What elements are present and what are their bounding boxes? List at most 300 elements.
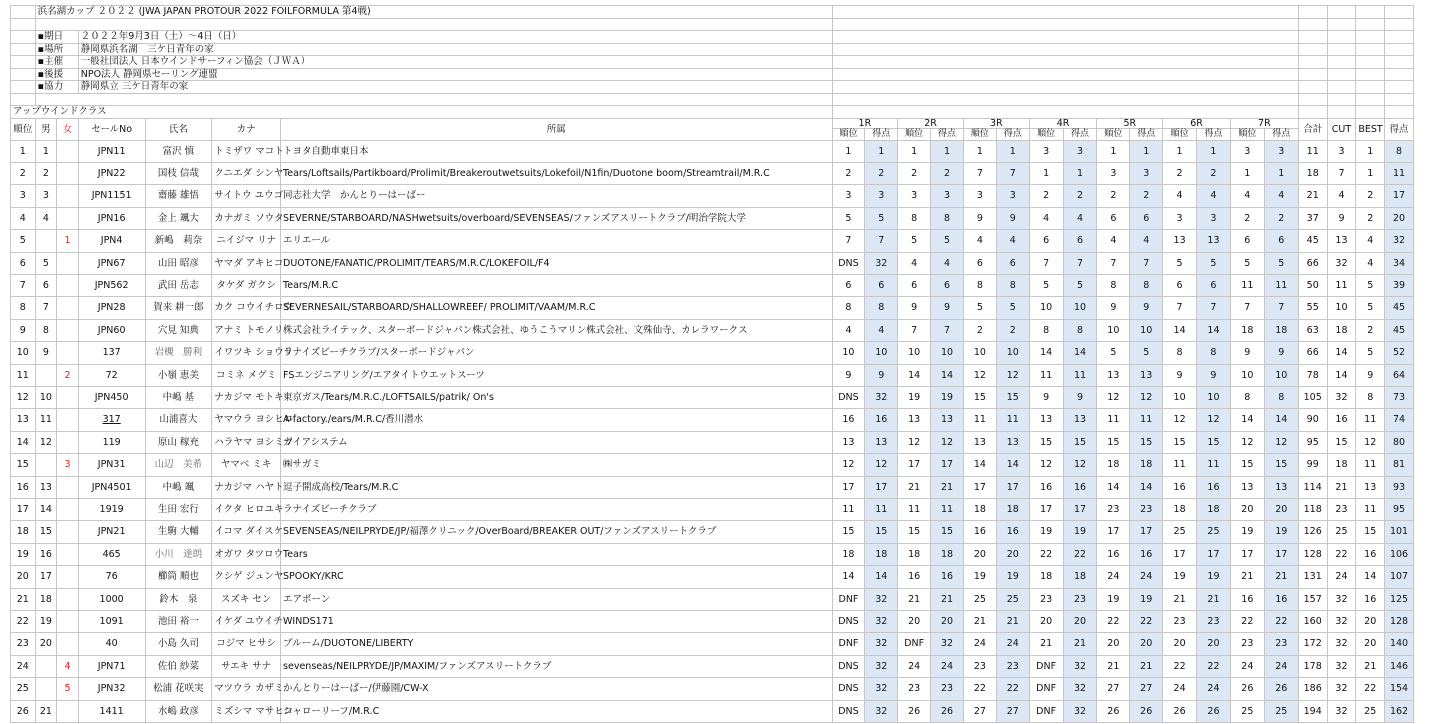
cell-female [57,162,79,184]
cell-race-pts: 11 [1264,274,1298,296]
cell-race-pts: 17 [996,476,1029,498]
cell-race-pts: 20 [1063,611,1097,633]
cell-race-rank: 8 [1029,319,1063,341]
cell-race-rank: 23 [963,655,996,677]
cell-race-rank: DNS [832,678,865,700]
cell-race-rank: 3 [1097,162,1130,184]
cell-total: 21 [1298,185,1327,207]
cell-race-rank: 24 [1097,566,1130,588]
col-race-pts: 得点 [1264,128,1298,140]
cell-male: 16 [35,543,57,565]
cell-race-pts: 14 [1063,342,1097,364]
cell-race-pts: 17 [1063,499,1097,521]
cell-race-pts: 9 [1130,297,1163,319]
cell-male: 1 [35,140,57,162]
cell-rank: 6 [11,252,36,274]
cell-race-pts: 4 [1197,185,1231,207]
cell-name: 山辺 美希 [145,454,212,476]
cell-race-pts: 26 [931,700,964,722]
cell-race-rank: 3 [1230,140,1264,162]
cell-race-pts: 5 [1063,274,1097,296]
cell-race-rank: 23 [1097,499,1130,521]
cell-race-pts: 2 [1197,162,1231,184]
cell-sail: JPN60 [78,319,145,341]
cell-race-rank: 5 [832,207,865,229]
cell-race-rank: DNF [1029,700,1063,722]
cell-best: 9 [1356,364,1385,386]
results-table [10,5,1414,723]
cell-race-pts: 13 [1197,230,1231,252]
cell-race-pts: 27 [996,700,1029,722]
cell-race-rank: 6 [1163,274,1197,296]
cell-kana: ニイジマ リナ [212,230,281,252]
cell-race-rank: 7 [963,162,996,184]
cell-name: 池田 裕一 [145,611,212,633]
cell-race-pts: 13 [931,409,964,431]
cell-race-rank: 2 [898,162,931,184]
cell-name: 賀来 耕一郎 [145,297,212,319]
cell-race-rank: 24 [963,633,996,655]
results-body [11,140,1414,723]
table-row [11,454,1414,476]
table-row [11,566,1414,588]
blank-row [11,18,1414,31]
cell-team: DUOTONE/FANATIC/PROLIMIT/TEARS/M.R.C/LOKEFOIL/F4 [281,252,832,274]
class-row [11,106,1414,119]
cell-points: 39 [1385,274,1414,296]
cell-total: 131 [1298,566,1327,588]
cell-race-rank: 8 [963,274,996,296]
cell-total: 45 [1298,230,1327,252]
cell-sail: 119 [78,431,145,453]
cell-kana: カク コウイチロウ [212,297,281,319]
cell-race-pts: 27 [1130,678,1163,700]
cell-cut: 32 [1327,386,1356,408]
cell-total: 55 [1298,297,1327,319]
cell-race-pts: 6 [1264,230,1298,252]
cell-female [57,319,79,341]
cell-rank: 1 [11,140,36,162]
cell-race-pts: 23 [1130,499,1163,521]
cell-race-rank: 22 [1230,611,1264,633]
cell-race-rank: 18 [1029,566,1063,588]
cell-team: エリエール [281,230,832,252]
cell-team: FSエンジニアリング/エアタイトウエットスーツ [281,364,832,386]
cell-race-rank: 15 [898,521,931,543]
cell-race-rank: 23 [1230,633,1264,655]
cell-kana: トミザワ マコト [212,140,281,162]
results-sheet [10,5,1414,723]
cell-race-pts: 25 [996,588,1029,610]
cell-sail: JPN31 [78,454,145,476]
cell-points: 8 [1385,140,1414,162]
cell-race-pts: 32 [865,700,898,722]
cell-sail: JPN11 [78,140,145,162]
cell-race-pts: 14 [996,454,1029,476]
table-row [11,678,1414,700]
col-female: 女 [57,118,79,140]
cell-race-pts: 26 [1264,678,1298,700]
cell-race-rank: 14 [1097,476,1130,498]
cell-rank: 22 [11,611,36,633]
cell-race-pts: 15 [996,386,1029,408]
title-row [11,6,1414,19]
col-team: 所属 [281,118,832,140]
cell-male: 13 [35,476,57,498]
cell-race-rank: 10 [1097,319,1130,341]
cell-best: 20 [1356,633,1385,655]
cell-race-pts: 6 [931,274,964,296]
cell-race-rank: 10 [898,342,931,364]
table-row [11,297,1414,319]
cell-race-pts: 17 [931,454,964,476]
cell-race-pts: 15 [1063,431,1097,453]
cell-race-pts: 16 [865,409,898,431]
col-race-rank: 順位 [898,128,931,140]
cell-race-rank: 5 [1097,342,1130,364]
cell-race-pts: 24 [1264,655,1298,677]
cell-race-rank: 14 [1230,409,1264,431]
cell-race-rank: 13 [1163,230,1197,252]
info-row [11,56,1414,69]
cell-best: 20 [1356,611,1385,633]
cell-rank: 2 [11,162,36,184]
cell-race-pts: 3 [865,185,898,207]
cell-race-pts: 32 [865,386,898,408]
cell-race-pts: 18 [931,543,964,565]
cell-female [57,207,79,229]
cell-race-rank: 17 [1163,543,1197,565]
cell-race-rank: 4 [1230,185,1264,207]
cell-name: 櫛筒 順也 [145,566,212,588]
cell-race-pts: 20 [996,543,1029,565]
cell-race-rank: 11 [1097,409,1130,431]
cell-female [57,274,79,296]
cell-race-pts: 7 [1264,297,1298,319]
cell-race-rank: 5 [963,297,996,319]
cell-race-rank: DNS [832,386,865,408]
cell-points: 11 [1385,162,1414,184]
cell-race-pts: 15 [931,521,964,543]
table-row [11,207,1414,229]
cell-race-pts: 4 [996,230,1029,252]
cell-race-rank: 5 [1029,274,1063,296]
cell-cut: 23 [1327,499,1356,521]
cell-race-rank: 20 [898,611,931,633]
cell-sail: 1919 [78,499,145,521]
cell-female [57,633,79,655]
cell-male: 17 [35,566,57,588]
cell-race-rank: DNS [832,655,865,677]
cell-kana: イクタ ヒロユキ [212,499,281,521]
cell-race-pts: 23 [1197,611,1231,633]
cell-race-pts: 1 [1197,140,1231,162]
cell-name: 穴見 知典 [145,319,212,341]
cell-points: 140 [1385,633,1414,655]
cell-points: 20 [1385,207,1414,229]
cell-male: 2 [35,162,57,184]
cell-best: 5 [1356,297,1385,319]
cell-race-rank: 18 [963,499,996,521]
cell-total: 105 [1298,386,1327,408]
cell-best: 2 [1356,207,1385,229]
cell-race-rank: 12 [963,364,996,386]
cell-race-pts: 13 [1264,476,1298,498]
cell-best: 1 [1356,162,1385,184]
cell-race-rank: 14 [898,364,931,386]
info-label: ▪協力 [35,81,78,94]
cell-best: 2 [1356,185,1385,207]
cell-cut: 4 [1327,185,1356,207]
cell-race-pts: 16 [1264,588,1298,610]
cell-race-rank: 21 [1097,655,1130,677]
cell-race-pts: 7 [1063,252,1097,274]
cell-race-pts: 20 [1130,633,1163,655]
cell-male: 9 [35,342,57,364]
cell-best: 2 [1356,319,1385,341]
event-title: 浜名湖カップ ２０２２ (JWA JAPAN PROTOUR 2022 FOILFORMULA 第4戦) [35,6,832,19]
cell-rank: 11 [11,364,36,386]
cell-sail: JPN4 [78,230,145,252]
cell-race-pts: 18 [1130,454,1163,476]
cell-best: 8 [1356,386,1385,408]
cell-race-rank: 16 [898,566,931,588]
cell-race-pts: 21 [996,611,1029,633]
cell-race-pts: 4 [1063,207,1097,229]
cell-race-pts: 32 [865,633,898,655]
cell-race-rank: 2 [832,162,865,184]
cell-points: 154 [1385,678,1414,700]
cell-team: ラナイズビーチクラブ/スターボードジャパン [281,342,832,364]
cell-best: 21 [1356,655,1385,677]
cell-race-pts: 18 [996,499,1029,521]
col-race-pts: 得点 [996,128,1029,140]
cell-team: WINDS171 [281,611,832,633]
cell-race-rank: 22 [1163,655,1197,677]
cell-best: 16 [1356,543,1385,565]
cell-female [57,476,79,498]
cell-race-rank: 6 [1230,230,1264,252]
cell-race-pts: 15 [865,521,898,543]
cell-race-pts: 7 [1197,297,1231,319]
cell-total: 95 [1298,431,1327,453]
cell-female [57,409,79,431]
cell-male [35,364,57,386]
cell-name: 国枝 信哉 [145,162,212,184]
cell-race-pts: 22 [1264,611,1298,633]
cell-sail: JPN32 [78,678,145,700]
cell-race-rank: 11 [1029,364,1063,386]
cell-race-rank: 2 [1029,185,1063,207]
cell-points: 95 [1385,499,1414,521]
info-value: NPO法人 静岡県セーリング連盟 [78,68,832,81]
cell-rank: 21 [11,588,36,610]
cell-name: 鈴木 泉 [145,588,212,610]
cell-cut: 7 [1327,162,1356,184]
cell-name: 生田 宏行 [145,499,212,521]
cell-best: 25 [1356,700,1385,722]
table-row [11,655,1414,677]
cell-race-pts: 10 [1063,297,1097,319]
cell-race-rank: DNF [832,588,865,610]
cell-points: 32 [1385,230,1414,252]
col-race-pts: 得点 [1130,128,1163,140]
cell-race-pts: 24 [931,655,964,677]
cell-total: 78 [1298,364,1327,386]
cell-team: SEVERNE/STARBOARD/NASHwetsuits/overboard/SEVENSEAS/ファンズアスリートクラブ/明治学院大学 [281,207,832,229]
cell-race-rank: 24 [1230,655,1264,677]
cell-race-rank: 13 [832,431,865,453]
cell-race-rank: 9 [963,207,996,229]
cell-race-rank: 25 [963,588,996,610]
cell-best: 22 [1356,678,1385,700]
cell-race-rank: 12 [1163,409,1197,431]
cell-race-rank: DNS [832,700,865,722]
cell-race-rank: DNF [1029,655,1063,677]
cell-race-pts: 32 [931,633,964,655]
cell-race-pts: 1 [996,140,1029,162]
info-value: 静岡県立 三ケ日青年の家 [78,81,832,94]
cell-race-rank: 10 [832,342,865,364]
cell-race-rank: 2 [1163,162,1197,184]
cell-kana: ヤマウラ ヨシヒロ [212,409,281,431]
cell-race-pts: 5 [1197,252,1231,274]
cell-cut: 25 [1327,521,1356,543]
cell-kana: コジマ ヒサシ [212,633,281,655]
cell-female [57,543,79,565]
cell-race-rank: 18 [1230,319,1264,341]
cell-points: 162 [1385,700,1414,722]
cell-rank: 13 [11,409,36,431]
table-row [11,633,1414,655]
cell-rank: 8 [11,297,36,319]
cell-race-rank: 27 [963,700,996,722]
cell-kana: スズキ セン [212,588,281,610]
cell-race-rank: 2 [1097,185,1130,207]
header-row-races [11,118,1414,128]
cell-rank: 16 [11,476,36,498]
cell-race-pts: 13 [1130,364,1163,386]
cell-name: 中嶋 颯 [145,476,212,498]
cell-race-pts: 17 [1130,521,1163,543]
cell-rank: 17 [11,499,36,521]
cell-race-pts: 2 [1130,185,1163,207]
cell-male: 10 [35,386,57,408]
cell-race-rank: 8 [1230,386,1264,408]
cell-race-rank: 13 [898,409,931,431]
cell-race-pts: 25 [1197,521,1231,543]
cell-sail: 137 [78,342,145,364]
col-race-rank: 順位 [1163,128,1197,140]
cell-race-pts: 22 [996,678,1029,700]
cell-race-pts: 4 [1130,230,1163,252]
cell-name: 小島 久司 [145,633,212,655]
cell-name: 生駒 大輔 [145,521,212,543]
cell-race-rank: 11 [1163,454,1197,476]
col-male: 男 [35,118,57,140]
cell-team: SEVERNESAIL/STARBOARD/SHALLOWREEF/ PROLIMIT/VAAM/M.R.C [281,297,832,319]
col-rank: 順位 [11,118,36,140]
cell-race-rank: 11 [832,499,865,521]
cell-race-rank: 11 [898,499,931,521]
cell-race-rank: 17 [832,476,865,498]
cell-male: 15 [35,521,57,543]
cell-male: 7 [35,297,57,319]
cell-cut: 32 [1327,633,1356,655]
cell-points: 45 [1385,319,1414,341]
table-row [11,162,1414,184]
cell-best: 16 [1356,588,1385,610]
cell-kana: クニエダ シンヤ [212,162,281,184]
cell-best: 5 [1356,274,1385,296]
cell-race-rank: 26 [898,700,931,722]
cell-points: 146 [1385,655,1414,677]
col-race: 6R [1163,118,1231,128]
cell-points: 64 [1385,364,1414,386]
cell-race-pts: 16 [931,566,964,588]
cell-race-pts: 13 [996,431,1029,453]
cell-race-rank: 16 [1163,476,1197,498]
cell-rank: 5 [11,230,36,252]
cell-race-rank: 9 [1163,364,1197,386]
cell-kana: サエキ サナ [212,655,281,677]
cell-name: 原山 稼充 [145,431,212,453]
col-points: 得点 [1385,118,1414,140]
cell-points: 34 [1385,252,1414,274]
cell-race-rank: 8 [832,297,865,319]
table-row [11,543,1414,565]
cell-race-rank: 15 [963,386,996,408]
cell-race-pts: 21 [931,476,964,498]
col-race: 3R [963,118,1029,128]
cell-rank: 7 [11,274,36,296]
cell-race-rank: 4 [898,252,931,274]
cell-kana: イワツキ ショウリ [212,342,281,364]
info-row [11,31,1414,44]
info-block [11,6,1414,119]
cell-race-rank: 26 [1097,700,1130,722]
cell-cut: 10 [1327,297,1356,319]
cell-race-pts: 4 [1264,185,1298,207]
cell-race-pts: 20 [1197,633,1231,655]
table-row [11,386,1414,408]
cell-best: 11 [1356,499,1385,521]
col-race-rank: 順位 [832,128,865,140]
cell-race-pts: 23 [996,655,1029,677]
cell-race-pts: 9 [1063,386,1097,408]
cell-race-pts: 15 [1197,431,1231,453]
cell-race-rank: 12 [832,454,865,476]
info-value: 静岡県浜名湖 三ケ日青年の家 [78,43,832,56]
table-row [11,476,1414,498]
cell-cut: 32 [1327,588,1356,610]
cell-name: 山浦喜大 [145,409,212,431]
cell-name: 佐伯 紗菜 [145,655,212,677]
cell-race-rank: 9 [1097,297,1130,319]
cell-race-rank: 21 [898,588,931,610]
cell-race-pts: 32 [865,588,898,610]
cell-race-pts: 11 [1197,454,1231,476]
cell-race-rank: 10 [1163,386,1197,408]
cell-race-pts: 6 [996,252,1029,274]
cell-sail: 317 [78,409,145,431]
col-race: 1R [832,118,898,128]
cell-race-pts: 20 [931,611,964,633]
cell-points: 93 [1385,476,1414,498]
cell-team: ガイアシステム [281,431,832,453]
cell-cut: 13 [1327,230,1356,252]
cell-rank: 3 [11,185,36,207]
